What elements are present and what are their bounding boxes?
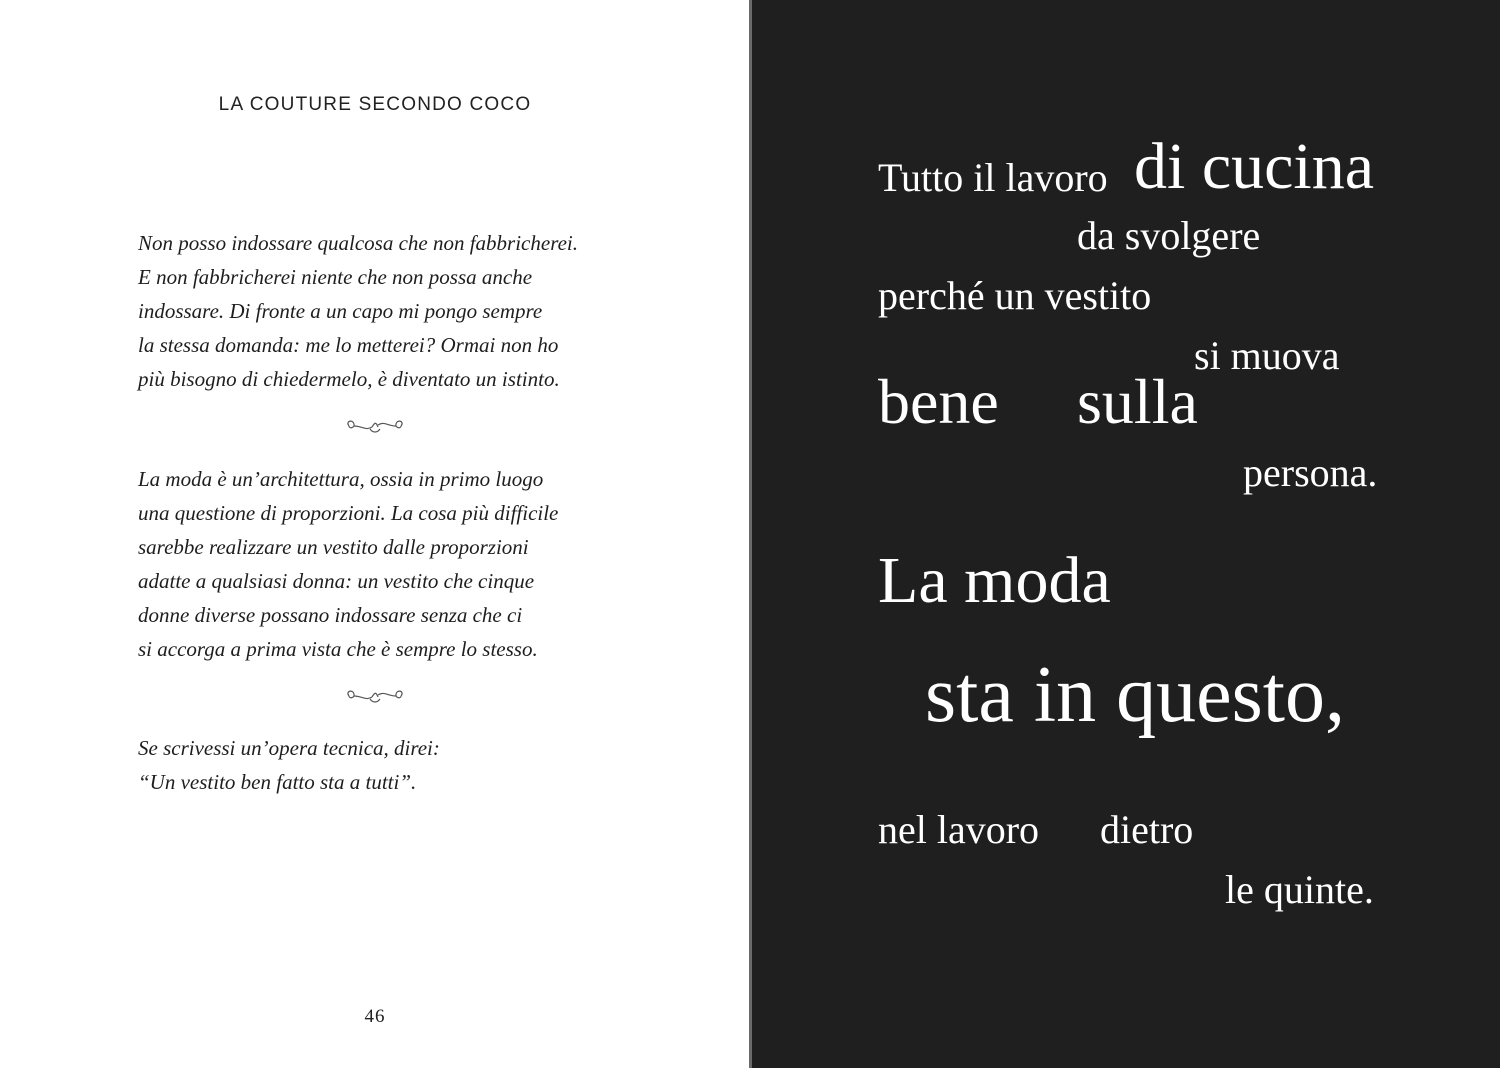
paragraph-line: donne diverse possano indossare senza che ci	[138, 603, 523, 627]
typographic-word: persona.	[1243, 450, 1378, 495]
paragraph-line: si accorga a prima vista che è sempre lo stesso.	[138, 637, 538, 661]
typographic-word: dietro	[1100, 807, 1194, 852]
paragraph-line: indossare. Di fronte a un capo mi pongo sempre	[138, 299, 543, 323]
typographic-word: perché un vestito	[878, 273, 1152, 318]
paragraph-3	[138, 731, 638, 799]
running-header: LA COUTURE SECONDO COCO	[218, 94, 532, 115]
paragraph-line: Se scrivessi un’opera tecnica, direi:	[138, 736, 440, 760]
page-number: 46	[364, 1006, 386, 1027]
flourish-ornament-icon	[340, 686, 410, 706]
paragraph-line: sarebbe realizzare un vestito dalle proporzioni	[138, 535, 529, 559]
paragraph-line: la stessa domanda: me lo metterei? Ormai non ho	[138, 333, 559, 357]
typographic-word: nel lavoro	[878, 807, 1040, 852]
paragraph-line: La moda è un’architettura, ossia in primo luogo	[138, 467, 544, 491]
paragraph-line: “Un vestito ben fatto sta a tutti”.	[138, 770, 417, 794]
paragraph-line: più bisogno di chiedermelo, è diventato un istinto.	[138, 367, 560, 391]
typographic-word: si muova	[1194, 333, 1340, 378]
typographic-word: La moda	[878, 544, 1111, 617]
right-page	[752, 0, 1500, 1068]
paragraph-line: E non fabbricherei niente che non possa anche	[138, 265, 533, 289]
typographic-word: le quinte.	[1225, 867, 1374, 912]
paragraph-1	[138, 226, 638, 396]
paragraph-line: adatte a qualsiasi donna: un vestito che cinque	[138, 569, 535, 593]
typographic-word: bene	[878, 366, 999, 437]
flourish-ornament-icon	[340, 416, 410, 436]
typographic-word: da svolgere	[1077, 213, 1261, 258]
typographic-word: sta in questo,	[925, 651, 1345, 739]
paragraph-line: Non posso indossare qualcosa che non fabbricherei.	[138, 231, 578, 255]
paragraph-line: una questione di proporzioni. La cosa più difficile	[138, 501, 559, 525]
paragraph-2	[138, 462, 638, 666]
typographic-word: Tutto il lavoro	[878, 155, 1108, 200]
typographic-word: di cucina	[1134, 130, 1375, 203]
typographic-word: sulla	[1077, 366, 1198, 437]
